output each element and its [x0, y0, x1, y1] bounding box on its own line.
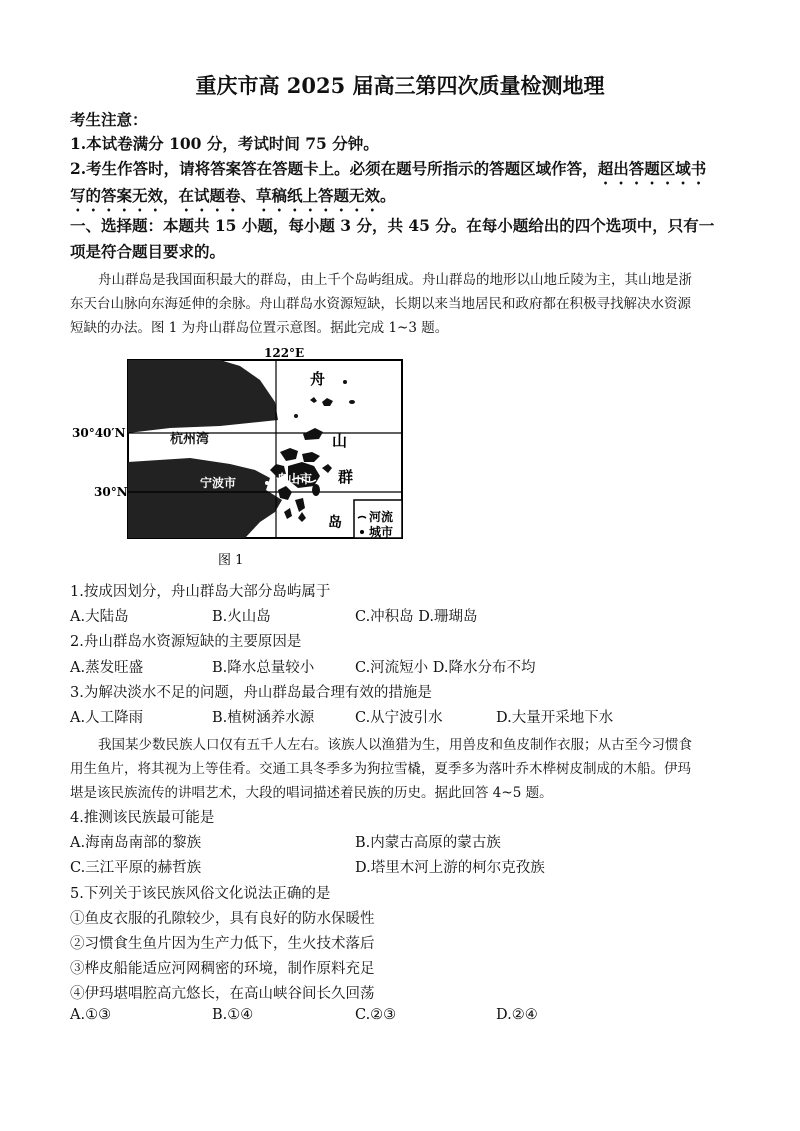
map-label-qun: 群	[338, 468, 354, 486]
q1-stem: 1.按成因划分，舟山群岛大部分岛屿属于	[70, 584, 331, 600]
q1-option-cd[interactable]: C.冲积岛 D.珊瑚岛	[355, 609, 478, 625]
notice-item-2-d: ，	[163, 186, 179, 205]
q2-option-a[interactable]: A.蒸发旺盛	[70, 660, 144, 676]
q4-option-b[interactable]: B.内蒙古高原的蒙古族	[355, 835, 501, 851]
q3-option-d[interactable]: D.大量开采地下水	[496, 710, 614, 726]
section-heading-line2: 项是符合题目要求的。	[70, 242, 226, 261]
q4-stem: 4.推测该民族最可能是	[70, 810, 215, 826]
notice-item-2-c: 写的答案无效	[70, 186, 164, 205]
legend-river-label: 河流	[369, 510, 394, 524]
q3-stem: 3.为解决淡水不足的问题，舟山群岛最合理有效的措施是	[70, 685, 432, 701]
lon-label: 122°E	[264, 346, 305, 360]
notice-item-2-b: 超出答题区域书	[597, 159, 707, 178]
q5-statement-1: ①鱼皮衣服的孔隙较少，具有良好的防水保暖性	[70, 911, 375, 927]
q1-option-a[interactable]: A.大陆岛	[70, 609, 129, 625]
q2-option-b[interactable]: B.降水总量较小	[212, 660, 315, 676]
q5-option-b[interactable]: B.①④	[212, 1007, 254, 1023]
q3-option-c[interactable]: C.从宁波引水	[355, 710, 443, 726]
q5-option-c[interactable]: C.②③	[355, 1007, 397, 1023]
notice-item-2-a: 2.考生作答时，请将答案答在答题卡上。必须在题号所指示的答题区域作答，	[70, 159, 598, 178]
zhoushan-city-label: 舟山市	[276, 472, 313, 486]
legend-city-symbol	[360, 530, 364, 534]
passage1-line1: 舟山群岛是我国面积最大的群岛，由上千个岛屿组成。舟山群岛的地形以山地丘陵为主，其山地是浙	[98, 272, 692, 288]
q5-statement-4: ④伊玛堪唱腔高亢悠长，在高山峡谷间长久回荡	[70, 986, 375, 1002]
map-label-shan: 山	[332, 432, 348, 450]
lat-label-30-40: 30°40′N	[72, 426, 126, 440]
zhoushan-map	[70, 340, 410, 570]
notice-item-1: 1.本试卷满分 100 分，考试时间 75 分钟。	[70, 134, 379, 153]
lat-label-30: 30°N	[94, 485, 128, 499]
page-title: 重庆市高 2025 届高三第四次质量检测地理	[195, 73, 605, 98]
q2-option-cd[interactable]: C.河流短小 D.降水分布不均	[355, 660, 536, 676]
passage1-line2: 东天台山脉向东海延伸的余脉。舟山群岛水资源短缺，长期以来当地居民和政府都在积极寻找解决水资源	[70, 296, 691, 312]
passage1-line3: 短缺的办法。图 1 为舟山群岛位置示意图。据此完成 1~3 题。	[70, 320, 449, 336]
q3-option-a[interactable]: A.人工降雨	[70, 710, 144, 726]
q4-option-a[interactable]: A.海南岛南部的黎族	[70, 835, 202, 851]
passage2-line3: 堪是该民族流传的讲唱艺术，大段的唱词描述着民族的历史。据此回答 4~5 题。	[70, 785, 553, 801]
map-label-zhou: 舟	[310, 370, 326, 388]
q4-option-d[interactable]: D.塔里木河上游的柯尔克孜族	[355, 860, 545, 876]
q5-statement-2: ②习惯食生鱼片因为生产力低下，生火技术落后	[70, 936, 375, 952]
hangzhou-bay-label: 杭州湾	[170, 432, 210, 447]
notice-item-2-line2	[70, 184, 396, 215]
q5-statement-3: ③桦皮船能适应河网稠密的环境，制作原料充足	[70, 961, 375, 977]
q1-option-b[interactable]: B.火山岛	[212, 609, 271, 625]
q3-option-b[interactable]: B.植树涵养水源	[212, 710, 315, 726]
notice-heading: 考生注意：	[70, 110, 148, 129]
q5-option-a[interactable]: A.①③	[70, 1007, 112, 1023]
q5-option-d[interactable]: D.②④	[496, 1007, 538, 1023]
ningbo-label: 宁波市	[200, 476, 237, 490]
notice-item-2-e: 在试题卷、草稿纸上答题无效	[178, 186, 381, 205]
passage2-line1: 我国某少数民族人口仅有五千人左右。该族人以渔猎为生，用兽皮和鱼皮制作衣服；从古至今习惯食	[98, 737, 692, 753]
q4-option-c[interactable]: C.三江平原的赫哲族	[70, 860, 202, 876]
q5-stem: 5.下列关于该民族风俗文化说法正确的是	[70, 886, 331, 902]
q2-stem: 2.舟山群岛水资源短缺的主要原因是	[70, 634, 302, 650]
legend-city-label: 城市	[369, 525, 394, 539]
passage2-line2: 用生鱼片，将其视为上等佳肴。交通工具冬季多为狗拉雪橇，夏季多为落叶乔木桦树皮制成的木船。伊玛	[70, 761, 691, 777]
section-heading-line1: 一、选择题：本题共 15 小题，每小题 3 分，共 45 分。在每小题给出的四个选项中，只有一	[70, 216, 715, 235]
map-label-dao: 岛	[328, 515, 342, 531]
ningbo-dot	[265, 481, 269, 485]
figure-caption: 图 1	[218, 553, 244, 568]
notice-item-2-f: 。	[380, 186, 396, 205]
